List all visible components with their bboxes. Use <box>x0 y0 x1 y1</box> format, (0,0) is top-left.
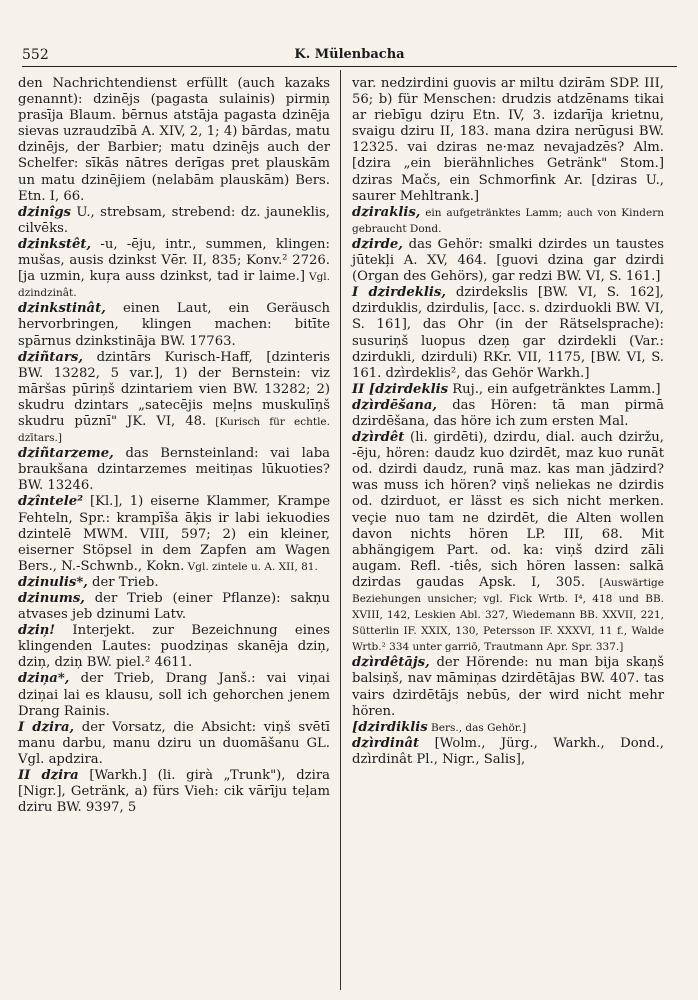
entry-headword: dzinkstinât, <box>18 301 106 317</box>
entry-note: Vgl. zintele u. A. XII, 81. <box>184 560 318 573</box>
entry-headword: dzìrdinât <box>352 735 420 751</box>
page-title: K. Mülenbacha <box>294 47 405 62</box>
entry-headword: dzinulis*, <box>18 574 88 590</box>
entry-note: [Auswärtige Beziehungen unsicher; vgl. Fick Wrtb. I⁴, 418 und BB. XVIII, 142, Leskien Abl. 327, Wiedemann BB. XXVII, 221, Sütterlin IF. XXIX, 130, Petersson IF. XXXVI, 11 f., Walde Wrtb.² 334 unter garriō, Trautmann Apr. Spr. 337.] <box>352 576 664 654</box>
entry-headword: dziņ! <box>18 623 56 639</box>
dictionary-entry <box>18 575 330 591</box>
entry-text: Ruj., ein aufgetränktes Lamm.] <box>448 381 661 397</box>
dictionary-entry <box>18 671 330 719</box>
dictionary-entry <box>18 720 330 768</box>
dictionary-entry <box>18 301 330 349</box>
entry-text: das Bernsteinland: vai laba braukšana dzintarzemes meitiņas lūkuoties? BW. 13246. <box>18 446 330 494</box>
dictionary-entry <box>352 237 664 285</box>
entry-text: -u, -ēju, intr., summen, klingen: mušas, ausis dzinkst Vēr. II, 835; Konv.² 2726. [ja uzmin, kuŗa auss dzinkst, tad ir laime.] <box>18 236 330 285</box>
dictionary-entry <box>18 76 330 205</box>
dictionary-entry <box>352 430 664 655</box>
dictionary-entry <box>18 768 330 816</box>
entry-headword: dzinums, <box>18 591 85 606</box>
entry-headword: dzinkstêt, <box>18 236 92 252</box>
entry-headword: dzinîgs <box>18 204 71 220</box>
entry-text: der Hörende: nu man bija skaņš balsiņš, nav māmiņas dzirdētājas BW. 407. tas vairs dzirdētājs nebūs, der wird nicht mehr hören. <box>352 655 664 719</box>
entry-text: der Trieb, Drang Janš.: vai viņai dziņai lai es klausu, soll ich gehorchen jenem Drang Rainis. <box>18 671 330 719</box>
entry-text: Interjekt. zur Bezeichnung eines klingenden Lautes: puodziņas skanēja dziņ, dziņ, dziņ BW. piel.² 4611. <box>18 623 330 671</box>
dictionary-entry <box>352 205 664 237</box>
entry-note: Bers., das Gehör.] <box>427 721 527 734</box>
dictionary-entry <box>352 398 664 430</box>
entry-text: U., strebsam, strebend: dz. jauneklis, cilvēks. <box>18 204 330 236</box>
entry-text: der Trieb (einer Pflanze): sakņu atvases jeb dzinumi Latv. <box>18 591 330 623</box>
entry-headword: dzìrdēšana, <box>352 397 437 413</box>
entry-headword: dzìrdêt <box>352 430 405 446</box>
entry-text: (li. girdēti), dzirdu, dial. auch dziržu, -ēju, hören: daudz kuo dzirdēt, maz kuo runāt od. dzirdi daudz, runā maz. kas man jādzird? was muss ich hören? viņš neliekas ne dzirdis od. dzirduot, er lässt es sich nicht merken. veçie nuo tam ne dzirdēt, die Alten wollen davon nichts hören LP. III, 68. Mit abhängigem Part. od. ka: viņš dzird zāli augam. Refl. -tiês, sich hören lassen: salkā dzirdas gaudas Apsk. I, 305. <box>352 430 664 590</box>
entry-headword: dziñtars, <box>18 349 83 365</box>
dictionary-entry <box>18 623 330 671</box>
right-column <box>352 76 664 768</box>
entry-text: der Trieb. <box>87 574 159 590</box>
entry-text: der Vorsatz, die Absicht: viņš svētī manu darbu, manu dziru un duomāšanu GL. Vgl. apdzira. <box>18 719 330 767</box>
dictionary-entry <box>18 205 330 237</box>
dictionary-entry <box>352 382 664 398</box>
dictionary-entry <box>352 655 664 719</box>
entry-headword: II dzira <box>18 768 79 784</box>
dictionary-entry <box>352 736 664 768</box>
dictionary-entry <box>18 494 330 574</box>
entry-headword: dziraklis, <box>352 204 421 220</box>
entry-headword: I dzira, <box>18 719 75 735</box>
left-column <box>18 76 330 816</box>
entry-text: das Gehör: smalki dzirdes un taustes jūtekļi A. XV, 464. [guovi dzina gar dzirdi (Organ des Gehörs), gar redzi BW. VI, S. 161.] <box>352 236 664 285</box>
page-header <box>22 47 677 65</box>
entry-headword: I dzirdeklis, <box>352 285 446 301</box>
entry-headword: [dzirdiklis <box>352 719 428 735</box>
entry-text: [Warkh.] (li. girà „Trunk"), dzira [Nigr.], Getränk, a) fürs Vieh: cik vārīju teļam dziru BW. 9397, 5 <box>18 768 330 816</box>
dictionary-entry <box>352 720 664 736</box>
page-number: 552 <box>22 47 49 63</box>
entry-text: den Nachrichtendienst erfüllt (auch kazaks genannt): dzinējs (pagasta sulainis) pirmiņ prasīja Blaum. bērnus atstāja pagasta dzinēja sievas uzraudzībā A. XIV, 2, 1; 4) bārdas, matu dzinējs, der Barbier; matu dzinējs auch der Schelfer: sīkās nātres derīgas pret plauskām un matu dzinējiem (nelabām plauskām) Bers. Etn. I, 66. <box>18 76 330 204</box>
dictionary-entry <box>352 285 664 382</box>
entry-text: einen Laut, ein Geräusch hervorbringen, klingen machen: bitīte spārnus dzinkstināja BW. 17763. <box>18 301 330 349</box>
entry-headword: II [dzirdeklis <box>352 381 449 397</box>
entry-headword: dzirde, <box>352 236 403 252</box>
dictionary-entry <box>18 591 330 623</box>
entry-headword: dzìrdêtājs, <box>352 655 430 671</box>
dictionary-entry <box>18 237 330 301</box>
column-divider <box>340 70 341 990</box>
entry-headword: dziņa*, <box>18 671 70 687</box>
entry-text: dzirdekslis [BW. VI, S. 162], dzirduklis, dzirdulis, [acc. s. dzirduokli BW. VI, S. 161], das Ohr (in der Rätselsprache): susuriņš luopus dzeņ gar dzirdekli (Var.: dzirdukli, dzirduli) RKr. VII, 1175, [BW. VI, S. 161. dzìrdeklis², das Gehör Warkh.] <box>352 285 664 381</box>
entry-note: Vgl. dzindzinât. <box>18 271 330 300</box>
entry-headword: dziñtarzeme, <box>18 446 114 462</box>
dictionary-entry <box>18 446 330 494</box>
entry-note: ein aufgetränktes Lamm; auch von Kindern gebraucht Dond. <box>352 206 664 235</box>
entry-note: [Kurisch für echtle. dzītars.] <box>18 415 330 445</box>
entry-text: [Wolm., Jürg., Warkh., Dond., dzìrdinât Pl., Nigr., Salis], <box>352 735 664 767</box>
entry-text: var. nedzirdini guovis ar miltu dzirām SDP. III, 56; b) für Menschen: drudzis atdzēnams tikai ar riebīgu dziŗu Etn. IV, 3. izdarīja krietnu, svaigu dziru II, 183. mana dzira nerūgusi BW. 12325. vai dziras ne·maz nevajadzēs? Alm. [dzira „ein bierähnliches Getränk" Stom.] dziras Mačs, ein Schmorfink Ar. [dziras U., saurer Mehltrank.] <box>352 76 664 204</box>
entry-headword: dzîntele² <box>18 494 83 510</box>
entry-text: [Kl.], 1) eiserne Klammer, Krampe Fehteln, Spr.: krampīša āķis ir labi iekuodies dzintelē MWM. VIII, 597; 2) ein kleiner, eiserner Stöpsel in dem Zapfen am Wagen Bers., N.-Schwnb., Kokn. <box>18 494 330 574</box>
header-rule <box>22 66 677 67</box>
dictionary-entry <box>18 350 330 447</box>
entry-text: dzintārs Kurisch-Haff, [dzinteris BW. 13282, 5 var.], 1) der Bernstein: viz māršas pūriņš dzintariem vien BW. 13282; 2) skudru dzintars „satecējis meļns muskulīņš skudru pūznī" JK. VI, 48. <box>18 349 330 429</box>
dictionary-entry <box>352 76 664 205</box>
entry-text: das Hören: tā man pirmā dzirdēšana, das höre ich zum ersten Mal. <box>352 397 664 429</box>
